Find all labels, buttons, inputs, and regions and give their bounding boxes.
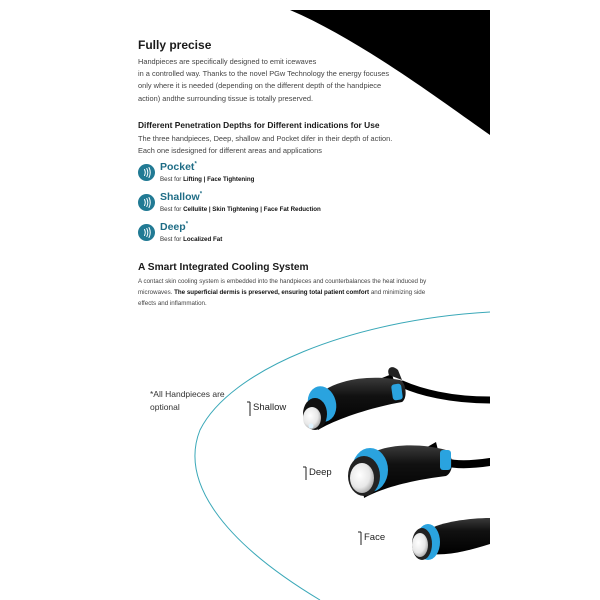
handpieces-optional-note: *All Handpieces are optional (150, 389, 225, 412)
handpiece-uses-deep: Localized Fat (183, 236, 223, 243)
depths-paragraph: The three handpieces, Deep, shallow and Pocket difer in their depth of action. Each one isdesigned for different areas and applications (138, 134, 393, 156)
section-title-cooling: A Smart Integrated Cooling System (138, 262, 309, 273)
handpiece-name-pocket: Pocket (160, 161, 195, 173)
label-face: Face (364, 532, 386, 543)
deep-handpiece-image (348, 442, 490, 498)
handpiece-uses-shallow: Cellulite | Skin Tightening | Face Fat Reduction (183, 206, 321, 213)
intro-paragraph: Handpieces are specifically designed to emit icewaves in a controlled way. Thanks to the novel PGw Technology the energy focuses only where it is needed (depending on the different depth of the handpiece action) andthe surrounding tissue is totally preserved. (138, 57, 390, 103)
section-title-fully-precise: Fully precise (138, 38, 212, 52)
face-handpiece-image (412, 518, 490, 560)
label-deep: Deep (309, 467, 332, 478)
handpiece-name-deep: Deep (160, 221, 186, 233)
cooling-paragraph: A contact skin cooling system is embedded into the handpieces and counterbalances the heat induced by microwaves. The superficial dermis is preserved, ensuring total patient comfort and minimizing side effects and inflammation. (138, 278, 427, 307)
label-shallow: Shallow (253, 402, 287, 413)
shallow-handpiece-image (303, 367, 490, 430)
handpiece-name-shallow: Shallow (160, 191, 200, 203)
section-title-penetration-depths: Different Penetration Depths for Different indications for Use (138, 120, 380, 130)
handpiece-uses-pocket: Lifting | Face Tightening (183, 176, 255, 183)
handpieces-illustration (110, 10, 490, 600)
brochure-page: Fully precise Handpieces are specifically designed to emit icewaves in a controlled way. Thanks to the novel PGw Technology the energy focuses only where it is needed (depending on the different depth of the handpiece action) andthe surrounding tissue is totally preserved. Different Penetration Depths for Different indications for Use The three handpieces, Deep, shallow and Pocket difer in their depth of action. Each one isdesigned for different areas and applications Pocket* Best for Lifting | Face Tightening Shallow* Best for Cellulite | Skin Tightening | Face Fat Reduction Deep* Best for Localized Fat A Smart Integrated Cooling System A contact skin cooling system is embedded into the handpieces and counterbalances the heat induced by microwaves. The superficial dermis is preserved, ensuring total patient comfort and minimizing side effects and inflammation. *All Handpieces are optional Shallow Deep Face (110, 10, 490, 600)
